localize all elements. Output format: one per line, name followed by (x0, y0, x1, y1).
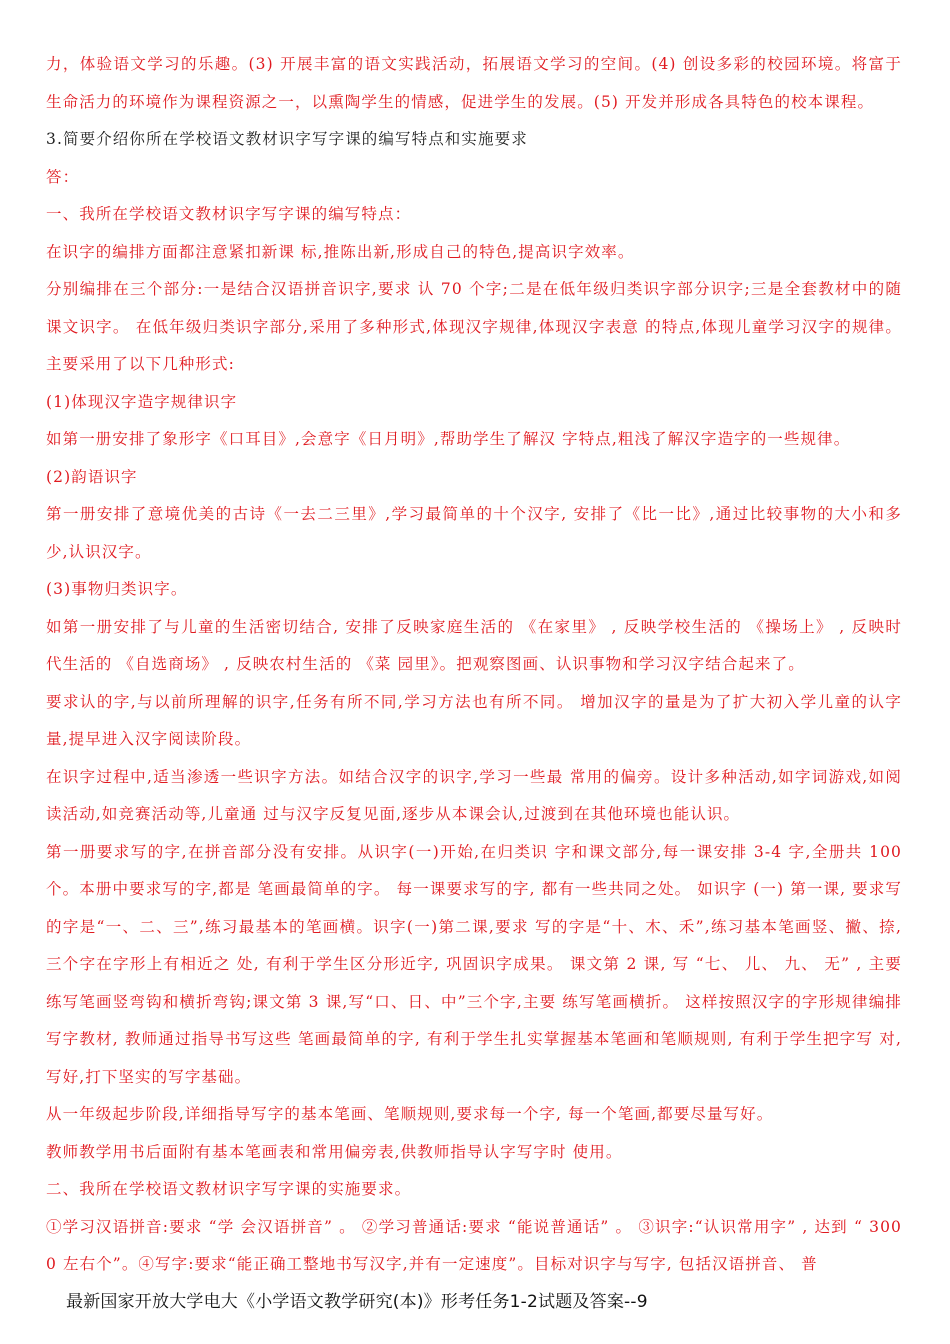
section-heading: 二、我所在学校语文教材识字写字课的实施要求。 (46, 1180, 412, 1198)
subsection-heading: (1)体现汉字造字规律识字 (46, 392, 238, 411)
body-paragraph: 如第一册安排了象形字《口耳目》,会意字《日月明》,帮助学生了解汉 字特点,粗浅了解汉字造字的一些规律。 (46, 430, 851, 448)
subsection-heading: (3)事物归类识字。 (46, 580, 188, 598)
answer-label: 答： (46, 167, 80, 186)
body-paragraph: 在识字过程中,适当渗透一些识字方法。如结合汉字的识字,学习一些最 常用的偏旁。设计多种活动,如字词游戏,如阅读活动,如竞赛活动等,儿童通 过与汉字反复见面,逐步从本课会认,过渡到在其他环境也能认识。 (46, 767, 902, 823)
body-paragraph: 第一册要求写的字,在拼音部分没有安排。从识字(一)开始,在归类识 字和课文部分,每一课安排 3-4 字,全册共 100 个。本册中要求写的字,都是 笔画最简单的字。 每一课要求写的字, 都有一些共同之处。 如识字 (一) 第一课, 要求写的字是“一、二、三”,练习最基本的笔画横。识字(一)第二课,要求 写的字是“十、木、禾”,练习基本笔画竖、撇、捺,三个字在字形上有相近之 处, 有利于学生区分形近字, 巩固识字成果。 课文第 2 课, 写 “七、 儿、 九、 无” , 主要练写笔画竖弯钩和横折弯钩;课文第 3 课,写“口、日、中”三个字,主要 练写笔画横折。 这样按照汉字的字形规律编排写字教材, 教师通过指导书写这些 笔画最简单的字, 有利于学生扎实掌握基本笔画和笔顺规则, 有利于学生把字写 对,写好,打下坚实的写字基础。 (46, 842, 902, 1086)
body-paragraph: 在识字的编排方面都注意紧扣新课 标,推陈出新,形成自己的特色,提高识字效率。 (46, 242, 635, 261)
body-paragraph: 要求认的字,与以前所理解的识字,任务有所不同,学习方法也有所不同。 增加汉字的量是为了扩大初入学儿童的认字量,提早进入汉字阅读阶段。 (46, 692, 902, 748)
body-paragraph: 从一年级起步阶段,详细指导写字的基本笔画、笔顺规则,要求每一个字, 每一个笔画,都要尽量写好。 (46, 1105, 774, 1123)
body-paragraph: 如第一册安排了与儿童的生活密切结合, 安排了反映家庭生活的 《在家里》 , 反映学校生活的 《操场上》 , 反映时代生活的 《自选商场》 , 反映农村生活的 《菜 园里》。把观察图画、认识事物和学习汉字结合起来了。 (46, 617, 902, 673)
page-footer: 最新国家开放大学电大《小学语文教学研究(本)》形考任务1-2试题及答案--9 (66, 1292, 648, 1312)
body-paragraph: 分别编排在三个部分:一是结合汉语拼音识字,要求 认 70 个字;二是在低年级归类识字部分识字;三是全套教材中的随课文识字。 在低年级归类识字部分,采用了多种形式,体现汉字规律,体现汉字表意 的特点,体现儿童学习汉字的规律。主要采用了以下几种形式: (46, 280, 902, 373)
subsection-heading: (2)韵语识字 (46, 467, 138, 486)
section-heading: 一、我所在学校语文教材识字写字课的编写特点： (46, 205, 412, 223)
body-paragraph: 第一册安排了意境优美的古诗《一去二三里》,学习最简单的十个汉字, 安排了《比一比》,通过比较事物的大小和多少,认识汉字。 (46, 505, 902, 561)
document-body (46, 46, 902, 1284)
body-paragraph: 力，体验语文学习的乐趣。(3) 开展丰富的语文实践活动，拓展语文学习的空间。(4) 创设多彩的校园环境。将富于生命活力的环境作为课程资源之一，以熏陶学生的情感，促进学生的发展。(5) 开发并形成各具特色的校本课程。 (46, 55, 902, 111)
question-heading: 3.简要介绍你所在学校语文教材识字写字课的编写特点和实施要求 (46, 130, 528, 148)
body-paragraph: 教师教学用书后面附有基本笔画表和常用偏旁表,供教师指导认字写字时 使用。 (46, 1142, 623, 1161)
body-paragraph: ①学习汉语拼音:要求 “学 会汉语拼音” 。 ②学习普通话:要求 “能说普通话” 。 ③识字:“认识常用字” , 达到 “ 3000 左右个”。④写字:要求“能正确工整地书写汉字,并有一定速度”。目标对识字与写字, 包括汉语拼音、 普 (46, 1217, 902, 1273)
